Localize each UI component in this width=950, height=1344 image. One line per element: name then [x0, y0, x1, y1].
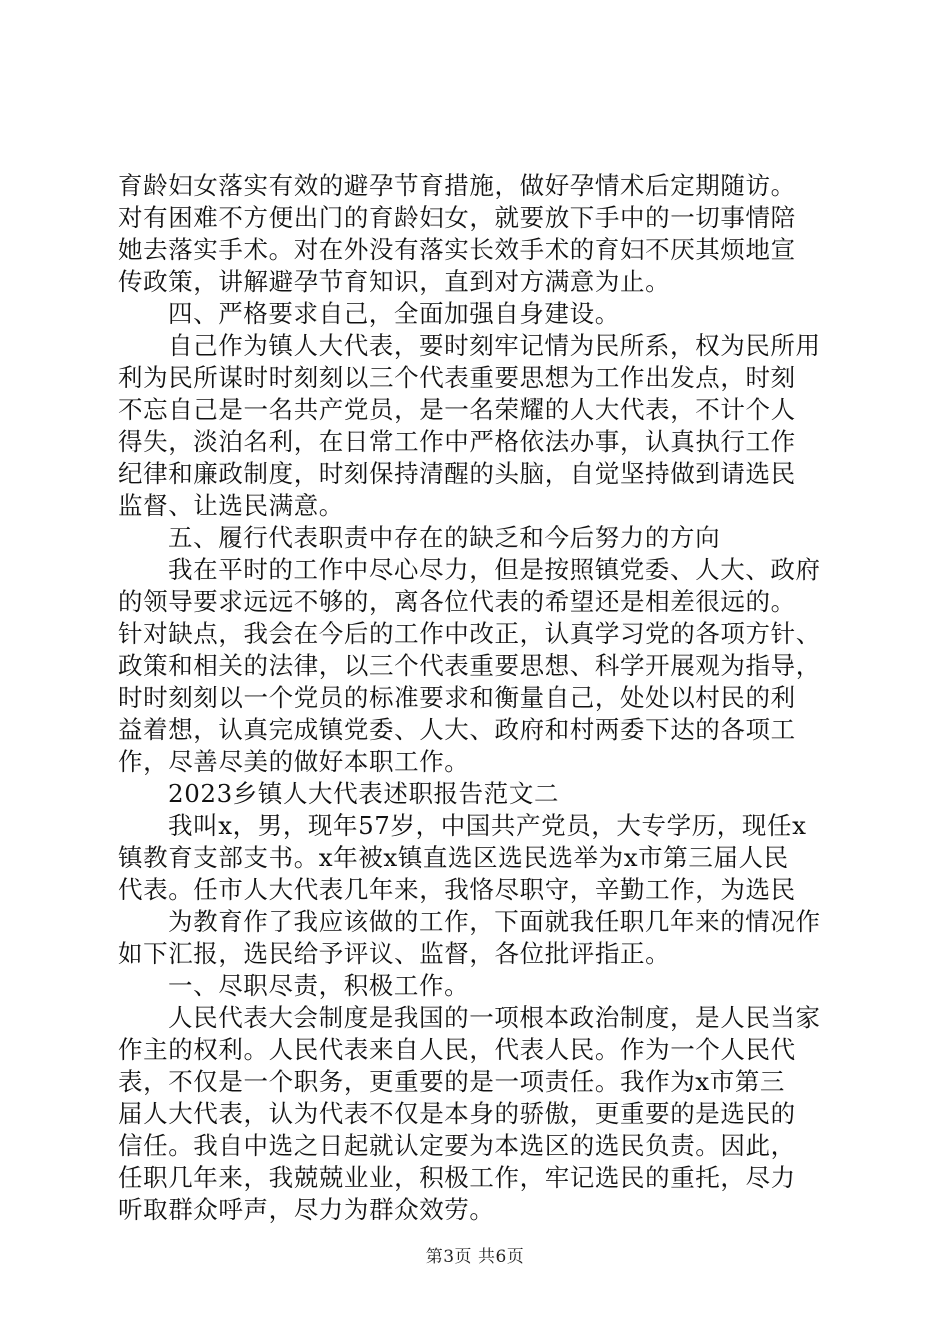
text-line: 针对缺点，我会在今后的工作中改正，认真学习党的各项方针、: [118, 619, 821, 648]
paragraph-start: 为教育作了我应该做的工作，下面就我任职几年来的情况作: [168, 907, 821, 936]
text-line: 益着想，认真完成镇党委、人大、政府和村两委下达的各项工: [118, 715, 796, 744]
paragraph-start: 我叫x，男，现年57岁，中国共产党员，大专学历，现任x: [168, 811, 807, 840]
text-line: 作，尽善尽美的做好本职工作。: [118, 747, 470, 776]
text-line: 纪律和廉政制度，时刻保持清醒的头脑，自觉坚持做到请选民: [118, 459, 796, 488]
text-line: 监督、让选民满意。: [118, 491, 344, 520]
text-line: 得失，淡泊名利，在日常工作中严格依法办事，认真执行工作: [118, 427, 796, 456]
paragraph-start: 人民代表大会制度是我国的一项根本政治制度，是人民当家: [168, 1003, 821, 1032]
page-number-footer: 第3页 共6页: [425, 1247, 525, 1267]
text-line: 的领导要求远远不够的，离各位代表的希望还是相差很远的。: [118, 587, 796, 616]
paragraph-start: 自己作为镇人大代表，要时刻牢记情为民所系，权为民所用: [168, 331, 821, 360]
text-line: 育龄妇女落实有效的避孕节育措施，做好孕情术后定期随访。: [118, 171, 796, 200]
text-line: 传政策，讲解避孕节育知识，直到对方满意为止。: [118, 267, 671, 296]
section-heading: 一、尽职尽责，积极工作。: [168, 971, 470, 1000]
text-line: 听取群众呼声，尽力为群众效劳。: [118, 1195, 495, 1224]
text-line: 对有困难不方便出门的育龄妇女，就要放下手中的一切事情陪: [118, 203, 796, 232]
text-line: 代表。任市人大代表几年来，我恪尽职守，辛勤工作，为选民: [118, 875, 796, 904]
text-line: 表，不仅是一个职务，更重要的是一项责任。我作为x市第三: [118, 1067, 786, 1096]
text-line: 作主的权利。人民代表来自人民，代表人民。作为一个人民代: [118, 1035, 796, 1064]
document-subtitle: 2023乡镇人大代表述职报告范文二: [168, 779, 560, 808]
section-heading: 五、履行代表职责中存在的缺乏和今后努力的方向: [168, 523, 721, 552]
document-body: [118, 170, 838, 1226]
text-line: 不忘自己是一名共产党员，是一名荣耀的人大代表，不计个人: [118, 395, 796, 424]
text-line: 信任。我自中选之日起就认定要为本选区的选民负责。因此，: [118, 1131, 796, 1160]
section-heading: 四、严格要求自己，全面加强自身建设。: [168, 299, 620, 328]
text-line: 利为民所谋时时刻刻以三个代表重要思想为工作出发点，时刻: [118, 363, 796, 392]
text-line: 如下汇报，选民给予评议、监督，各位批评指正。: [118, 939, 671, 968]
text-line: 时时刻刻以一个党员的标准要求和衡量自己，处处以村民的利: [118, 683, 796, 712]
text-line: 她去落实手术。对在外没有落实长效手术的育妇不厌其烦地宣: [118, 235, 796, 264]
text-line: 届人大代表，认为代表不仅是本身的骄傲，更重要的是选民的: [118, 1099, 796, 1128]
paragraph-start: 我在平时的工作中尽心尽力，但是按照镇党委、人大、政府: [168, 555, 821, 584]
text-line: 任职几年来，我兢兢业业，积极工作，牢记选民的重托，尽力: [118, 1163, 796, 1192]
text-line: 镇教育支部支书。x年被x镇直选区选民选举为x市第三届人民: [118, 843, 789, 872]
text-line: 政策和相关的法律，以三个代表重要思想、科学开展观为指导，: [118, 651, 821, 680]
